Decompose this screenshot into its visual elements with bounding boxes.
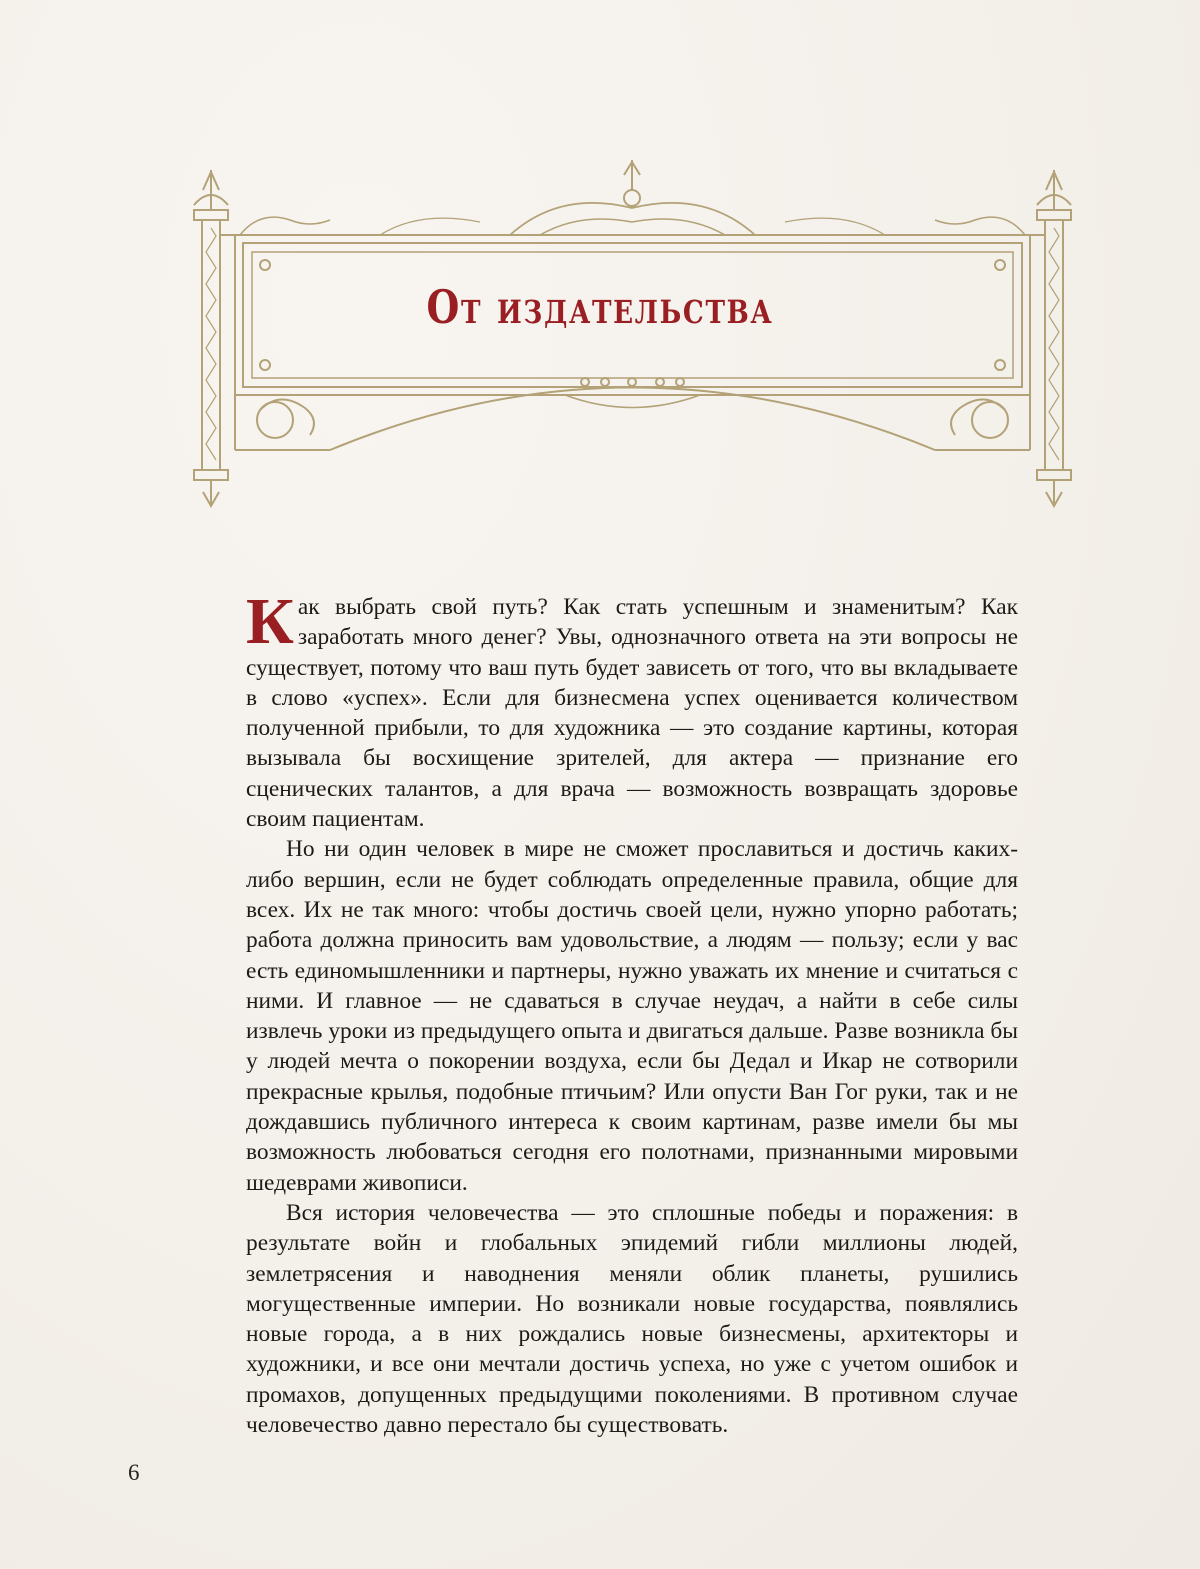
paragraph-3: Вся история человечества — это сплошные победы и поражения: в результате войн и глобальных эпидемий гибли миллионы людей, землетрясения и наводнения меняли облик планеты, рушились могущественные империи. Но возникали новые государства, появлялись новые города, а в них рождались новые бизнесмены, архитекторы и художники, и все они мечтали достичь успеха, но уже с учетом ошибок и промахов, допущенных предыдущими поколениями. В противном случае человечество давно перестало бы существовать. [246,1199,1018,1439]
paragraph-1 [246,585,1018,834]
page-title: От издательства [426,280,774,334]
page-number: 6 [128,1460,140,1485]
paragraph-1-text: ак выбрать свой путь? Как стать успешным и знаменитым? Как заработать много денег? Увы, однозначного ответа на эти вопросы не существует, потому что ваш путь будет зависеть от того, что вы вкладываете в слово «успех». Если для бизнесмена успех оценивается количеством полученной прибыли, то для художника — это создание картины, которая вызывала бы восхищение зрителей, для актера — признание его сценических талантов, а для врача — возможность возвращать здоровье своим пациентам. [246,594,1018,833]
paragraph-2: Но ни один человек в мире не сможет прославиться и достичь каких-либо вершин, если не будет соблюдать определенные правила, общие для всех. Их не так много: чтобы достичь своей цели, нужно упорно работать; работа должна приносить вам удовольствие, а людям — пользу; если у вас есть единомышленники и партнеры, нужно уважать их мнение и считаться с ними. И главное — не сдаваться в случае неудач, а найти в себе силы извлечь уроки из предыдущего опыта и двигаться дальше. Разве возникла бы у людей мечта о покорении воздуха, если бы Дедал и Икар не сотворили прекрасные крылья, подобные птичьим? Или опусти Ван Гог руки, так и не дождавшись публичного интереса к своим картинам, разве имели бы мы возможность любоваться сегодня его полотнами, признанными мировыми шедеврами живописи. [246,836,1018,1196]
body-text [246,585,1018,1440]
drop-cap: К [246,585,294,658]
